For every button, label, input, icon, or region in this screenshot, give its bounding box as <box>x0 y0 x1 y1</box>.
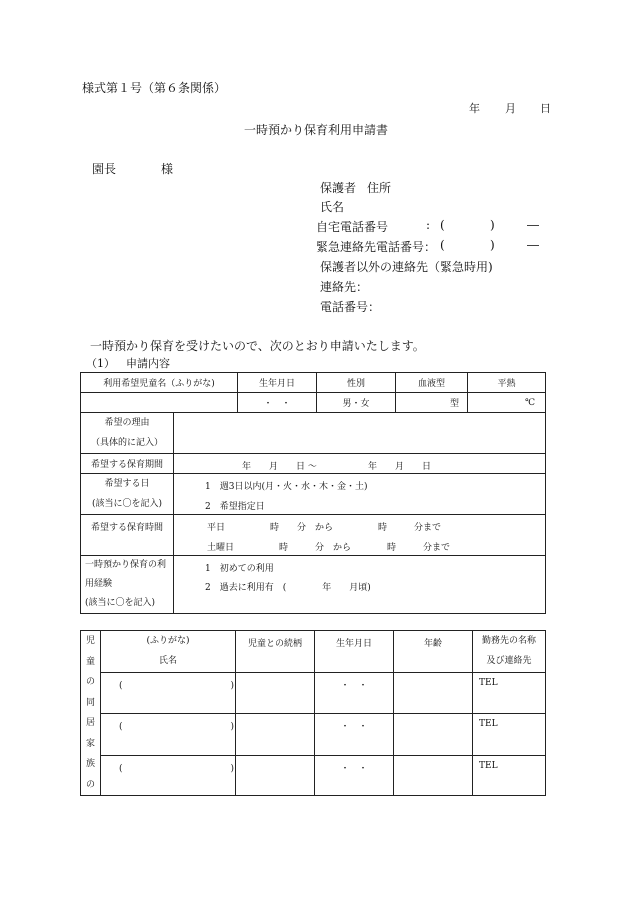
header-gender: 性別 <box>317 373 396 393</box>
family-birthdate-field[interactable]: ・ ・ <box>315 755 394 796</box>
addressee-honorific: 様 <box>161 162 174 176</box>
weekday-hours: 平日 時 分 から 時 分まで <box>207 523 442 533</box>
header-name: 氏名 <box>158 656 177 667</box>
header-relation: 児童との続柄 <box>236 631 315 673</box>
header-child-name: 利用希望児童名（ふりがな) <box>81 373 238 393</box>
family-table <box>80 630 546 796</box>
vlabel-char-2: 童 <box>85 656 95 667</box>
header-age: 年齢 <box>394 631 473 673</box>
header-workplace <box>473 631 546 673</box>
application-table <box>80 372 546 614</box>
header-birthdate: 生年月日 <box>238 373 317 393</box>
home-phone-dash: ― <box>527 218 539 232</box>
experience-option-2[interactable]: 2 過去に利用有 ( 年 月頃) <box>205 583 371 593</box>
blood-type-field[interactable] <box>396 393 468 413</box>
emergency-phone-dash: ― <box>527 238 539 252</box>
period-field[interactable] <box>174 454 546 474</box>
reason-label <box>81 413 174 454</box>
date-month-label: 月 <box>505 102 516 115</box>
gender-field[interactable]: 男・女 <box>317 393 396 413</box>
form-number: 様式第１号（第６条関係） <box>82 81 227 95</box>
days-label-line1: 希望する日 <box>104 479 150 489</box>
vlabel-char-4: 同 <box>85 697 95 708</box>
document-title: 一時預かり保育利用申請書 <box>244 123 389 137</box>
header-workplace-line2: 及び連絡先 <box>486 656 532 667</box>
period-start: 年 月 日 〜 <box>242 462 317 472</box>
emergency-phone-paren-open: ( <box>440 238 445 252</box>
contact-label: 連絡先： <box>320 280 369 294</box>
reason-field[interactable] <box>174 413 546 454</box>
home-phone-paren-close: ) <box>490 218 495 232</box>
workplace-field[interactable]: TEL <box>473 672 546 714</box>
date-day-label: 日 <box>540 102 551 115</box>
age-field[interactable] <box>394 672 473 714</box>
days-option-2[interactable]: 2 希望指定日 <box>205 502 265 512</box>
reason-label-line1: 希望の理由 <box>104 418 150 428</box>
header-workplace-line1: 勤務先の名称 <box>481 636 536 647</box>
relation-field[interactable] <box>236 672 315 714</box>
child-name-field[interactable] <box>81 393 238 413</box>
relation-field[interactable] <box>236 755 315 796</box>
vlabel-char-7: 族 <box>85 759 95 769</box>
experience-label-line1: 一時預かり保育の利 <box>85 560 167 570</box>
date-year-label: 年 <box>469 102 480 115</box>
temperature-unit: ℃ <box>524 397 536 408</box>
vlabel-char-5: 居 <box>85 718 95 728</box>
experience-field[interactable] <box>174 556 546 614</box>
relation-field[interactable] <box>236 714 315 756</box>
table-row <box>81 714 546 756</box>
vlabel-char-1: 児 <box>85 636 95 646</box>
blood-type-suffix: 型 <box>450 399 460 409</box>
workplace-field[interactable]: TEL <box>473 714 546 756</box>
experience-label-line3: (該当に〇を記入) <box>85 598 156 608</box>
birthdate-field[interactable]: ・ ・ <box>238 393 317 413</box>
family-name-field[interactable]: ( ) <box>101 755 236 796</box>
days-field[interactable] <box>174 474 546 515</box>
header-temperature: 平熱 <box>468 373 546 393</box>
emergency-phone-paren-close: ) <box>490 238 495 252</box>
family-name-field[interactable]: ( ) <box>101 672 236 714</box>
temperature-field[interactable] <box>468 393 546 413</box>
saturday-hours: 土曜日 時 分 から 時 分まで <box>207 543 451 553</box>
reason-label-line2: （具体的に記入） <box>90 438 163 448</box>
vlabel-char-3: の <box>85 677 95 687</box>
period-end: 年 月 日 <box>368 462 432 472</box>
hours-label: 希望する保育時間 <box>81 515 174 556</box>
vlabel-char-6: 家 <box>85 738 95 749</box>
addressee-title: 園長 <box>92 162 117 176</box>
experience-label <box>81 556 174 614</box>
family-birthdate-field[interactable]: ・ ・ <box>315 714 394 756</box>
header-family-birthdate: 生年月日 <box>315 631 394 673</box>
home-phone-colon: : <box>426 218 431 232</box>
family-vertical-label <box>81 631 101 796</box>
age-field[interactable] <box>394 714 473 756</box>
phone-label: 電話番号： <box>320 300 381 314</box>
emergency-phone-label: 緊急連絡先電話番号： <box>316 240 437 254</box>
other-contact-label: 保護者以外の連絡先（緊急時用) <box>320 260 493 274</box>
home-phone-label: 自宅電話番号 <box>316 220 389 234</box>
days-label <box>81 474 174 515</box>
header-furigana: (ふりがな) <box>146 636 190 647</box>
family-name-field[interactable]: ( ) <box>101 714 236 756</box>
hours-field[interactable] <box>174 515 546 556</box>
guardian-label: 保護者 <box>320 181 357 195</box>
section-number: （1） <box>86 357 115 370</box>
home-phone-paren-open: ( <box>440 218 445 232</box>
table-row <box>81 672 546 714</box>
family-birthdate-field[interactable]: ・ ・ <box>315 672 394 714</box>
workplace-field[interactable]: TEL <box>473 755 546 796</box>
period-label: 希望する保育期間 <box>81 454 174 474</box>
section-title: 申請内容 <box>126 357 170 370</box>
table-row <box>81 755 546 796</box>
name-label: 氏名 <box>320 200 345 214</box>
experience-option-1[interactable]: 1 初めての利用 <box>205 564 274 574</box>
intro-text: 一時預かり保育を受けたいので、次のとおり申請いたします。 <box>90 339 425 353</box>
experience-label-line2: 用経験 <box>85 579 113 589</box>
header-blood-type: 血液型 <box>396 373 468 393</box>
days-label-line2: (該当に〇を記入) <box>91 499 163 509</box>
vlabel-char-8: の <box>85 779 95 790</box>
days-option-1[interactable]: 1 週3日以内(月・火・水・木・金・土) <box>205 482 368 492</box>
age-field[interactable] <box>394 755 473 796</box>
header-family-name <box>101 631 236 673</box>
address-label: 住所 <box>367 181 392 195</box>
